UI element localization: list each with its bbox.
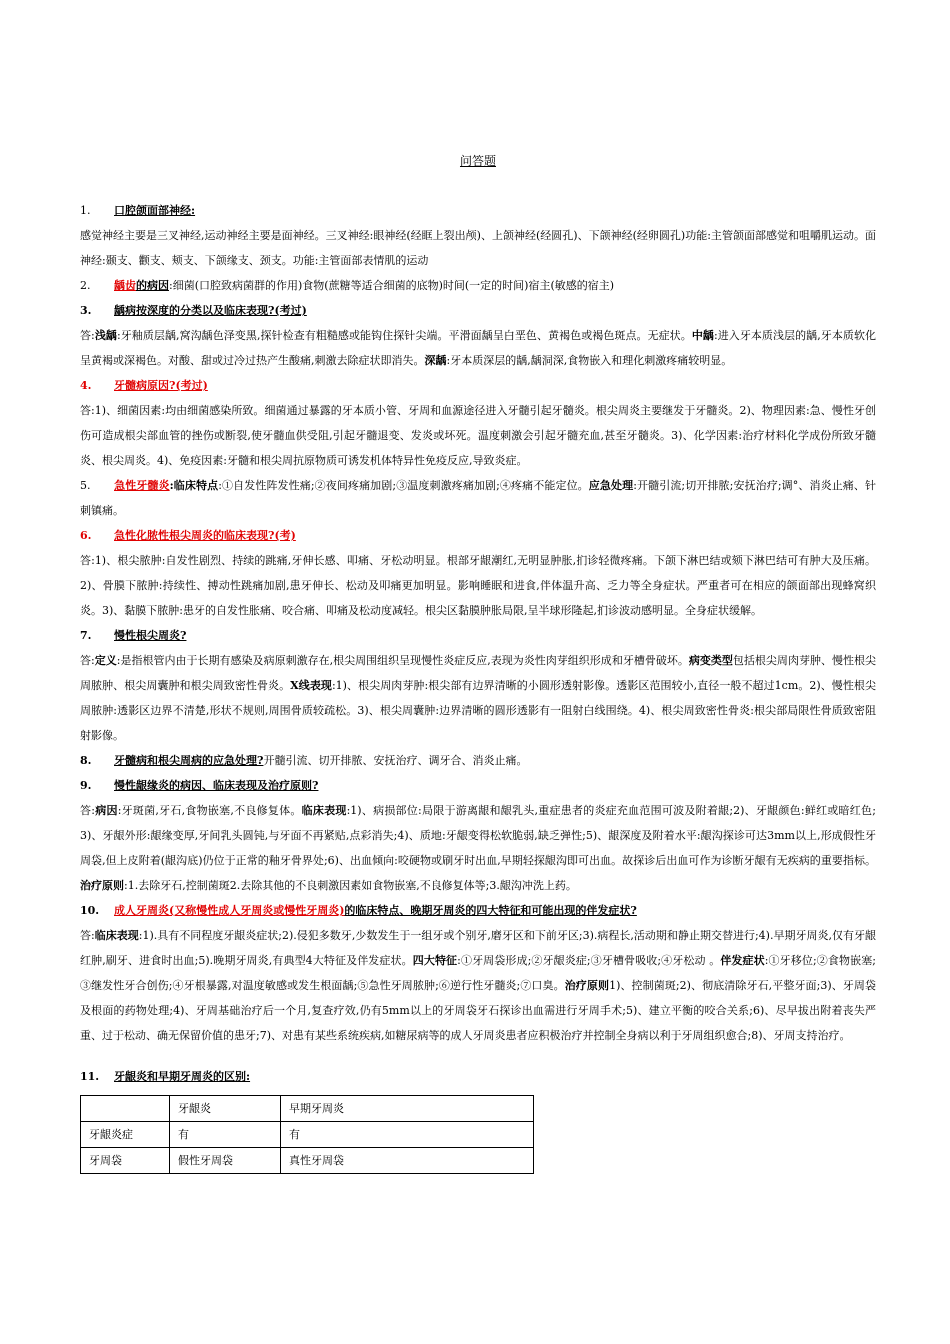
term: 治疗原则 (564, 979, 610, 992)
answer-text: 1)、控制菌斑;2)、彻底清除牙石,平整牙面;3)、牙周袋及根面的药物处理;4)、牙周基础治疗后一个月,复查疗效,仍有5mm以上的牙周袋牙石探诊出血需进行牙周手术;5)、建立平衡的咬合关系;6)、尽早拔出附着丧失严重、过于松动、确无保留价值的患牙;7)、对患有某些系统疾病,如糖尿病等的成人牙周炎患者应积极治疗并控制全身病以利于牙周组织愈合;8)、牙周支持治疗。 (80, 979, 876, 1042)
answer-text: :开髓引流;切开排脓;安抚治疗;调°、消炎止痛、针刺镇痛。 (80, 479, 877, 517)
question-9-answer (80, 798, 876, 898)
question-11-heading (80, 1064, 876, 1089)
term: 应急处理 (588, 479, 634, 492)
question-title: 牙髓病原因?(考过) (114, 379, 208, 392)
answer-text: :①牙周袋形成;②牙龈炎症;③牙槽骨吸收;④牙松动 。 (457, 954, 721, 967)
table-cell: 有 (170, 1122, 281, 1148)
answer-text: :进入牙本质浅层的龋,牙本质软化呈黄褐或深褐色。对酸、甜或过冷过热产生酸痛,刺激去除症状即消失。 (80, 329, 877, 367)
question-6-answer: 答:1)、根尖脓肿:自发性剧烈、持续的跳痛,牙伸长感、叩痛、牙松动明显。根部牙龈潮红,无明显肿胀,扪诊轻微疼痛。下颌下淋巴结或颏下淋巴结可有肿大及压痛。2)、骨膜下脓肿:持续性、搏动性跳痛加剧,患牙伸长、松动及叩痛更加明显。影响睡眠和进食,伴体温升高、乏力等全身症状。严重者可在相应的颌面部出现蜂窝织炎。3)、黏膜下脓肿:患牙的自发性胀痛、咬合痛、叩痛及松动度减轻。根尖区黏膜肿胀局限,呈半球形隆起,扪诊波动感明显。全身症状缓解。 (80, 554, 876, 617)
term: 临床表现 (94, 929, 139, 942)
table-header-cell: 牙龈炎 (170, 1096, 281, 1122)
question-number: 10. (80, 904, 100, 917)
question-title: 慢性龈缘炎的病因、临床表现及治疗原则? (114, 779, 319, 792)
question-title: 慢性根尖周炎? (114, 629, 187, 642)
question-2-heading (80, 273, 876, 298)
comparison-table (80, 1095, 534, 1174)
question-number: 3. (80, 304, 92, 317)
answer-prefix: 答: (80, 654, 95, 667)
question-number: 4. (80, 379, 92, 392)
table-row (81, 1148, 534, 1174)
table-cell: 牙龈炎症 (81, 1122, 170, 1148)
question-number: 6. (80, 529, 92, 542)
table-cell: 假性牙周袋 (170, 1148, 281, 1174)
question-6-heading (80, 523, 876, 548)
term: 浅龋 (94, 329, 117, 342)
question-title: 牙髓病和根尖周病的应急处理? (114, 754, 264, 767)
question-number: 5. (80, 479, 91, 492)
term: 临床表现 (301, 804, 347, 817)
table-cell: 牙周袋 (81, 1148, 170, 1174)
term: 伴发症状 (720, 954, 765, 967)
question-2-answer: :细菌(口腔致病菌群的作用)食物(蔗糖等适合细菌的底物)时间(一定的时间)宿主(敏感的宿主) (169, 279, 615, 292)
question-4-heading (80, 373, 876, 398)
question-8-heading (80, 748, 876, 773)
question-number: 9. (80, 779, 92, 792)
question-3-answer (80, 323, 876, 373)
question-1-heading (80, 198, 876, 223)
question-1-answer: 感觉神经主要是三叉神经,运动神经主要是面神经。三叉神经:眼神经(经眶上裂出颅)、上颌神经(经圆孔)、下颌神经(经卵圆孔)功能:主管颌面部感觉和咀嚼肌运动。面神经:颞支、颧支、颊支、下颌缘支、颈支。功能:主管面部表情肌的运动 (80, 229, 876, 267)
question-7-heading (80, 623, 876, 648)
term: 病变类型 (688, 654, 733, 667)
question-10-heading (80, 898, 876, 923)
question-title: 龋病按深度的分类以及临床表现?(考过) (114, 304, 307, 317)
answer-text: 包括根尖周肉芽肿、慢性根尖周脓肿、根尖周囊肿和根尖周致密性骨炎。 (80, 654, 876, 692)
term: 四大特征 (412, 954, 458, 967)
answer-text: :牙釉质层龋,窝沟龋色泽变黑,探针检查有粗糙感或能钩住探针尖端。平滑面龋呈白垩色、黄褐色或褐色斑点。无症状。 (116, 329, 692, 342)
content (80, 198, 876, 1174)
answer-text: :牙本质深层的龋,龋洞深,食物嵌入和理化刺激疼痛较明显。 (446, 354, 733, 367)
table-header-cell (81, 1096, 170, 1122)
question-number: 8. (80, 754, 92, 767)
question-title: 急性化脓性根尖周炎的临床表现?(考) (114, 529, 296, 542)
answer-text: :①自发性阵发性痛;②夜间疼痛加剧;③温度刺激疼痛加剧;④疼痛不能定位。 (218, 479, 589, 492)
term: 中龋 (691, 329, 714, 342)
question-title: 的病因 (136, 279, 169, 292)
answer-text: :①牙移位;②食物嵌塞;③继发性牙合创伤;④牙根暴露,对温度敏感或发生根面龋;⑤急性牙周脓肿;⑥逆行性牙髓炎;⑦口臭。 (80, 954, 877, 992)
term: 定义 (94, 654, 117, 667)
answer-prefix: 答: (80, 804, 95, 817)
question-10-answer (80, 923, 876, 1048)
question-title-highlight: 成人牙周炎(又称慢性成人牙周炎或慢性牙周炎) (114, 904, 345, 917)
question-number: 1. (80, 204, 91, 217)
question-3-heading (80, 298, 876, 323)
answer-text: :1)、根尖周肉芽肿:根尖部有边界清晰的小圆形透射影像。透影区范围较小,直径一般不超过1cm。2)、慢性根尖周脓肿:透影区边界不清楚,形状不规则,周围骨质较疏松。3)、根尖周囊肿:边界清晰的圆形透影有一阻射白线围绕。4)、根尖周致密性骨炎:根尖部局限性骨质致密阻射影像。 (80, 679, 876, 742)
term: :临床特点 (169, 479, 219, 492)
question-9-heading (80, 773, 876, 798)
question-title: 牙龈炎和早期牙周炎的区别: (114, 1070, 251, 1083)
question-number: 2. (80, 279, 91, 292)
question-4-answer: 答:1)、细菌因素:均由细菌感染所致。细菌通过暴露的牙本质小管、牙周和血源途径进入牙髓引起牙髓炎。根尖周炎主要继发于牙髓炎。2)、物理因素:急、慢性牙创伤可造成根尖部血管的挫伤或断裂,使牙髓血供受阻,引起牙髓退变、发炎或坏死。温度刺激会引起牙髓充血,甚至牙髓炎。3)、化学因素:治疗材料化学成份所致牙髓炎、根尖周炎。4)、免疫因素:牙髓和根尖周抗原物质可诱发机体特异性免疫反应,导致炎症。 (80, 404, 876, 467)
answer-prefix: 答: (80, 329, 95, 342)
term: 治疗原则 (80, 879, 124, 892)
table-cell: 真性牙周袋 (281, 1148, 534, 1174)
table-row (81, 1122, 534, 1148)
answer-text: :牙斑菌,牙石,食物嵌塞,不良修复体。 (117, 804, 302, 817)
term: 病因 (94, 804, 118, 817)
question-title: 口腔颌面部神经: (114, 204, 196, 217)
table-cell: 有 (281, 1122, 534, 1148)
question-title: 的临床特点、晚期牙周炎的四大特征和可能出现的伴发症状? (344, 904, 637, 917)
question-number: 11. (80, 1070, 100, 1083)
question-7-answer (80, 648, 876, 748)
answer-text: :是指根管内由于长期有感染及病原刺激存在,根尖周围组织呈现慢性炎症反应,表现为炎性肉芽组织形成和牙槽骨破坏。 (116, 654, 689, 667)
table-header-cell: 早期牙周炎 (281, 1096, 534, 1122)
question-number: 7. (80, 629, 92, 642)
question-5 (80, 473, 876, 523)
answer-prefix: 答: (80, 929, 95, 942)
question-title: 急性牙髓炎 (114, 479, 170, 492)
question-8-answer: 开髓引流、切开排脓、安抚治疗、调牙合、消炎止痛。 (263, 754, 528, 767)
question-title-highlight: 龋齿 (114, 279, 136, 292)
answer-text: :1)、病损部位:局限于游离龈和龈乳头,重症患者的炎症充血范围可波及附着龈;2)、牙龈颜色:鲜红或暗红色;3)、牙龈外形:龈缘变厚,牙间乳头圆钝,与牙面不再紧贴,点彩消失;4)、质地:牙龈变得松软脆弱,缺乏弹性;5)、龈深度及附着水平:龈沟探诊可达3mm以上,形成假性牙周袋,但上皮附着(龈沟底)仍位于正常的釉牙骨界处;6)、出血倾向:咬硬物或刷牙时出血,早期轻探龈沟即可出血。故探诊后出血可作为诊断牙龈有无疾病的重要指标。 (80, 804, 877, 867)
term: 深龋 (424, 354, 447, 367)
answer-text: :1).具有不同程度牙龈炎症状;2).侵犯多数牙,少数发生于一组牙或个别牙,磨牙区和下前牙区;3).病程长,活动期和静止期交替进行;4).早期牙周炎,仅有牙龈红肿,刷牙、进食时出血;5).晚期牙周炎,有典型4大特征及伴发症状。 (80, 929, 877, 967)
term: X线表现 (290, 679, 332, 692)
answer-text: :1.去除牙石,控制菌斑2.去除其他的不良刺激因素如食物嵌塞,不良修复体等;3.龈沟冲洗上药。 (124, 879, 577, 892)
page-title: 问答题 (459, 154, 496, 168)
table-header-row (81, 1096, 534, 1122)
